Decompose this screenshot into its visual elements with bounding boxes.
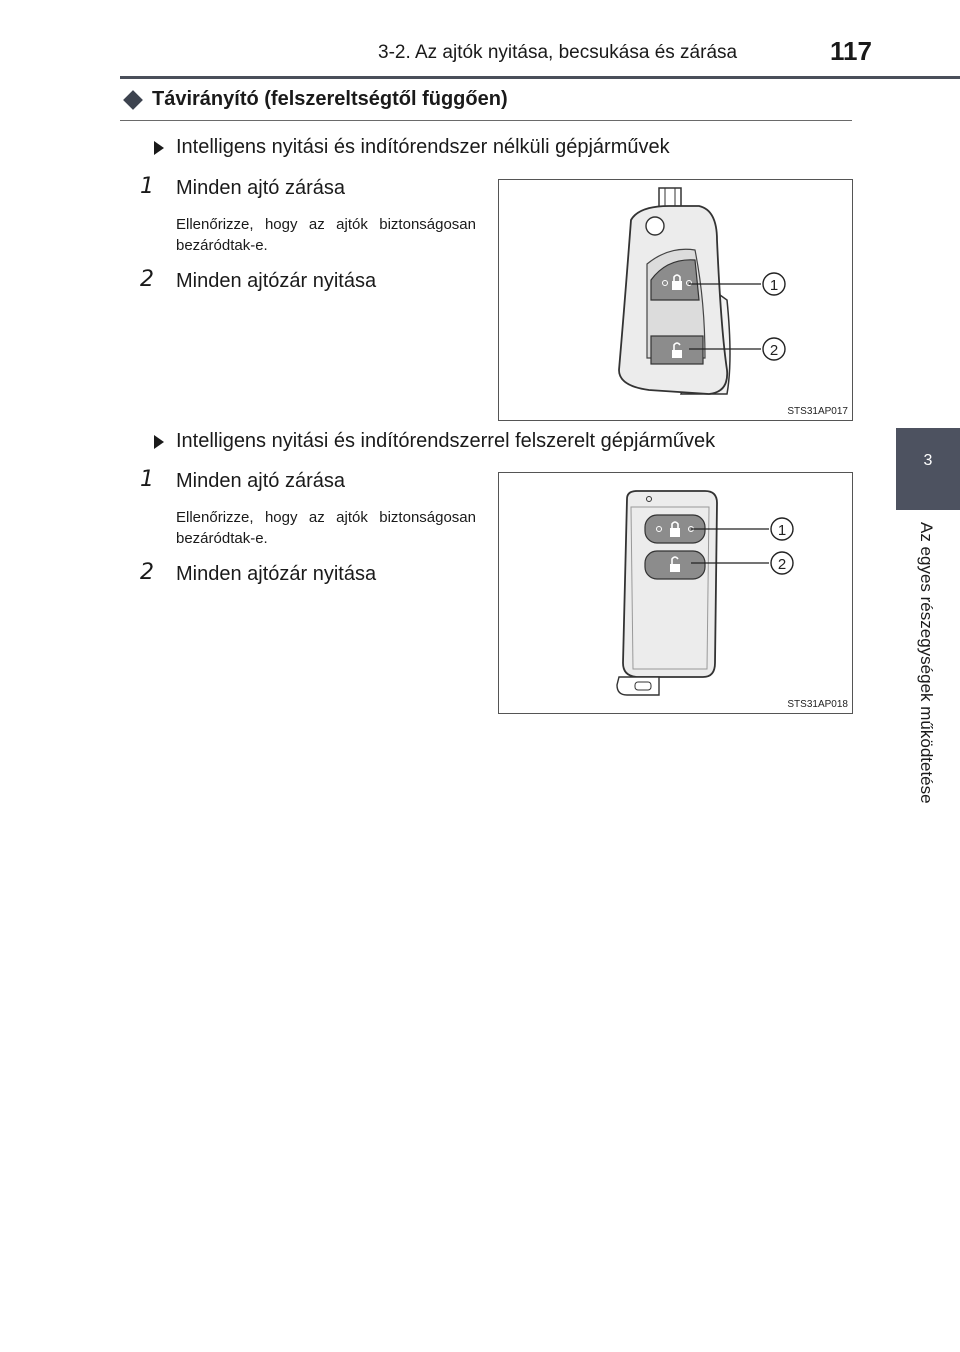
- item-number: 1: [140, 174, 154, 199]
- item-number: 2: [140, 560, 154, 585]
- item-number: 2: [140, 267, 154, 292]
- subheading-with-smart-key: [154, 430, 715, 453]
- item-label-unlock-all: Minden ajtózár nyitása: [176, 563, 377, 585]
- triangle-bullet-icon: [154, 141, 164, 155]
- chapter-tab-number: 3: [923, 452, 933, 469]
- callout-2: 2: [777, 556, 787, 573]
- item-note: Ellenőrizze, hogy az ajtók biztonságosan bezáródtak-e.: [176, 509, 476, 547]
- smart-key-illustration: [499, 473, 852, 713]
- figure-key-fob-flip: [498, 179, 853, 421]
- section-divider: [120, 120, 852, 121]
- header-divider: [120, 76, 960, 79]
- subheading-text: Intelligens nyitási és indítórendszer nélküli gépjárművek: [176, 136, 670, 158]
- callout-2: 2: [769, 342, 779, 359]
- figure-code: STS31AP017: [787, 406, 848, 417]
- flip-key-illustration: [499, 180, 852, 420]
- subheading-text: Intelligens nyitási és indítórendszerrel felszerelt gépjárművek: [176, 430, 716, 452]
- diamond-bullet-icon: [123, 90, 143, 110]
- chapter-title: 3-2. Az ajtók nyitása, becsukása és zárása: [378, 42, 738, 63]
- section-title: [126, 88, 508, 111]
- subheading-without-smart-key: [154, 136, 670, 159]
- figure-code: STS31AP018: [787, 699, 848, 710]
- section-title-text: Távirányító (felszereltségtől függően): [152, 88, 508, 110]
- item-label-lock-all: Minden ajtó zárása: [176, 470, 345, 492]
- triangle-bullet-icon: [154, 435, 164, 449]
- page-number: 117: [830, 36, 872, 66]
- figure-key-fob-smart: [498, 472, 853, 714]
- item-label-unlock-all: Minden ajtózár nyitása: [176, 270, 377, 292]
- chapter-tab-text: Az egyes részegységek működtetése: [917, 522, 936, 804]
- item-label-lock-all: Minden ajtó zárása: [176, 177, 345, 199]
- callout-1: 1: [769, 277, 779, 294]
- chapter-tab: [896, 428, 960, 510]
- item-number: 1: [140, 467, 154, 492]
- callout-1: 1: [777, 522, 787, 539]
- item-note: Ellenőrizze, hogy az ajtók biztonságosan bezáródtak-e.: [176, 216, 476, 254]
